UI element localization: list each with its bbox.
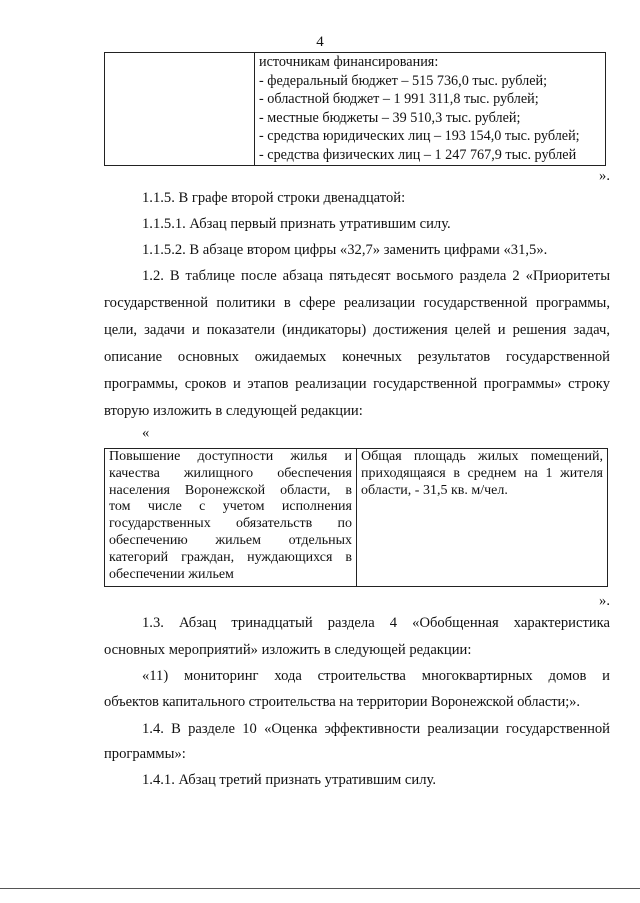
financing-line: - местные бюджеты – 39 510,3 тыс. рублей; xyxy=(259,109,521,126)
close-quote-1: ». xyxy=(599,168,610,184)
paragraph-1-4-line: 1.4. В разделе 10 «Оценка эффективности реализации государственной xyxy=(142,721,610,737)
financing-table xyxy=(104,52,606,166)
financing-table-left-cell xyxy=(105,53,255,166)
paragraph-11-line: объектов капитального строительства на территории Воронежской области;». xyxy=(104,694,580,710)
financing-table-right-cell xyxy=(255,53,606,166)
paragraph-1-2-line: описание основных ожидаемых конечных результатов государственной xyxy=(104,349,610,365)
paragraph-11-line: «11) мониторинг хода строительства многоквартирных домов и xyxy=(142,668,610,684)
paragraph-1-1-5-1: 1.1.5.1. Абзац первый признать утратившим силу. xyxy=(142,216,451,232)
goal-line: населения Воронежской области, в xyxy=(109,482,352,498)
bottom-rule xyxy=(0,888,640,889)
goal-line: обеспечению жильем отдельных xyxy=(109,532,352,548)
indicator-cell xyxy=(357,449,608,587)
financing-line: - федеральный бюджет – 515 736,0 тыс. рублей; xyxy=(259,72,548,89)
paragraph-1-2-line: вторую изложить в следующей редакции: xyxy=(104,403,363,419)
indicator-line: области, - 31,5 кв. м/чел. xyxy=(361,482,508,498)
goal-cell xyxy=(105,449,357,587)
paragraph-1-4-line: программы»: xyxy=(104,746,186,762)
paragraph-1-3-line: основных мероприятий» изложить в следующей редакции: xyxy=(104,642,472,658)
financing-line: - средства физических лиц – 1 247 767,9 тыс. рублей xyxy=(259,146,577,163)
paragraph-1-2-line: цели, задачи и показатели (индикаторы) достижения целей и решения задач, xyxy=(104,322,610,338)
paragraph-1-2-line: государственной политики в сфере реализации государственной программы, xyxy=(104,295,610,311)
paragraph-1-1-5-2: 1.1.5.2. В абзаце втором цифры «32,7» заменить цифрами «31,5». xyxy=(142,242,548,258)
goal-line: государственных обязательств по xyxy=(109,516,352,532)
close-quote-2: ». xyxy=(599,593,610,609)
goal-line: том числе с учетом исполнения xyxy=(109,499,352,515)
paragraph-1-2-line: программы, сроков и этапов реализации государственной программы» строку xyxy=(104,376,610,392)
financing-line: - областной бюджет – 1 991 311,8 тыс. рублей; xyxy=(259,91,539,108)
paragraph-1-3-line: 1.3. Абзац тринадцатый раздела 4 «Обобщенная характеристика xyxy=(142,615,610,631)
goal-line: категорий граждан, нуждающихся в xyxy=(109,549,352,565)
indicator-line: Общая площадь жилых помещений, xyxy=(361,449,603,464)
goal-line: обеспечении жильем xyxy=(109,566,234,582)
indicator-table xyxy=(104,448,608,587)
paragraph-1-2-line: 1.2. В таблице после абзаца пятьдесят восьмого раздела 2 «Приоритеты xyxy=(142,268,610,284)
goal-line: качества жилищного обеспечения xyxy=(109,465,352,481)
paragraph-1-1-5: 1.1.5. В графе второй строки двенадцатой: xyxy=(142,190,406,206)
paragraph-1-4-1: 1.4.1. Абзац третий признать утратившим силу. xyxy=(142,772,436,788)
page-number: 4 xyxy=(316,34,324,50)
financing-line: источникам финансирования: xyxy=(259,54,439,70)
financing-line: - средства юридических лиц – 193 154,0 тыс. рублей; xyxy=(259,128,580,145)
goal-line: Повышение доступности жилья и xyxy=(109,449,352,464)
open-quote: « xyxy=(142,425,150,441)
indicator-line: приходящаяся в среднем на 1 жителя xyxy=(361,465,603,481)
